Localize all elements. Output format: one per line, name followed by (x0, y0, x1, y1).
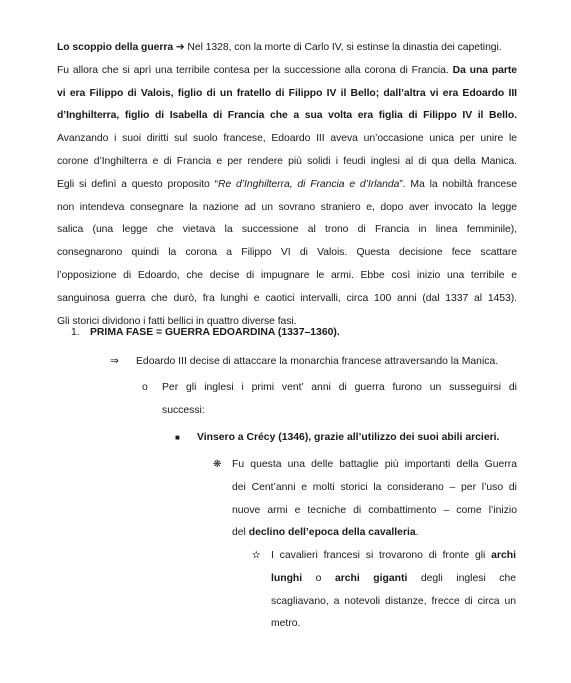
list-item-level2: ⇒ Edoardo III decise di attaccare la monarchia francese attraversando la Manica. (110, 351, 520, 374)
intro-line: Lo scoppio della guerra ➔ Nel 1328, con la morte di Carlo IV, si estinse la dinastia dei capetingi. (57, 42, 502, 53)
intro-line: Avanzando i suoi diritti sul suolo francese, Edoardo III aveva un’occasione unica per unire le (57, 133, 517, 145)
intro-line: Fu allora che si aprì una terribile contesa per la successione alla corona di Francia. Da una parte (57, 64, 517, 76)
phase-title: PRIMA FASE = GUERRA EDOARDINA (1337–1360). (90, 327, 340, 338)
list-item-level3: o Per gli inglesi i primi vent’ anni di guerra furono un susseguirsi di successi: (142, 377, 517, 423)
list-number: 1. (71, 327, 80, 338)
list-item-level6: ✫ I cavalieri francesi si trovarono di fronte gli archi lunghi o archi giganti degli inglesi che scagliavano, a notevoli distanze, frecce di circa un metro. (252, 545, 516, 636)
list-item-level5: ❋ Fu questa una delle battaglie più importanti della Guerra dei Cent’anni e molti storici la considerano – per l’uso di nuove armi e tecniche di combattimento – come l’inizio del declino dell’epoca della cavalleria. (213, 454, 517, 545)
intro-line: non intendeva consegnare la nazione ad un sovrano straniero e, dopo aver invocato la legge (57, 201, 517, 213)
circle-bullet-icon: o (142, 382, 148, 393)
intro-line: salica (una legge che vietava la successione al trono di Francia in linea femminile), (57, 224, 517, 236)
intro-line: consegnarono quindi la corona a Filippo VI di Valois. Questa decisione fece scattare (57, 247, 517, 259)
intro-line: l’opposizione di Edoardo, che decise di impugnare le armi. Ebbe così inizio una terribile e (57, 269, 517, 281)
square-bullet-icon: ■ (175, 433, 180, 442)
list-item-level4: ■ Vinsero a Crécy (1346), grazie all’utilizzo dei suoi abili arcieri. (175, 427, 517, 450)
phase-heading (71, 322, 521, 345)
asterisk-bullet-icon: ❋ (213, 459, 222, 470)
double-arrow-icon: ⇒ (110, 356, 119, 367)
star-bullet-icon: ✫ (252, 550, 261, 561)
section-heading: Lo scoppio della guerra (57, 42, 174, 53)
intro-line: sanguinosa guerra che durò, fra lunghi e caotici intervalli, circa 100 anni (dal 1337 al 1453). (57, 292, 517, 304)
intro-line: d’Inghilterra, figlio di Isabella di Francia che a sua volta era figlia di Filippo IV il Bello. (57, 110, 517, 122)
intro-paragraph (57, 37, 517, 333)
intro-line: Gli storici dividono i fatti bellici in quattro diverse fasi. (57, 315, 297, 327)
intro-line: corone d’Inghilterra e di Francia e per rendere più solidi i feudi inglesi al di qua della Manica. (57, 155, 517, 167)
arrow-icon: ➔ (175, 42, 185, 53)
intro-line: Egli si definì a questo proposito “Re d’Inghilterra, di Francia e d’Irlanda”. Ma la nobiltà francese (57, 178, 517, 190)
intro-line: vi era Filippo di Valois, figlio di un fratello di Filippo IV il Bello; dall’altra vi era Edoardo III (57, 87, 517, 99)
